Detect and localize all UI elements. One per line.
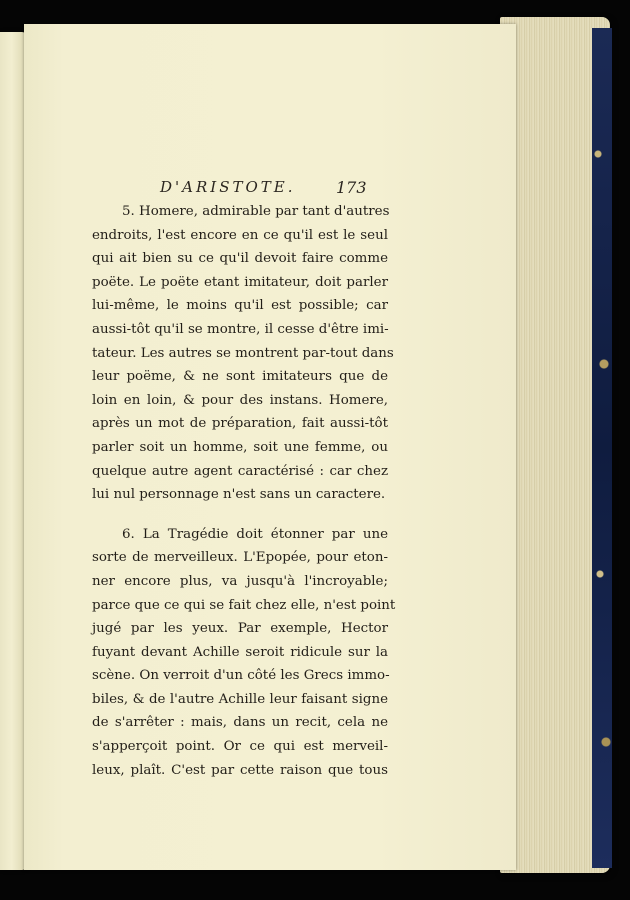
text-line: leur poëme, & ne sont imitateurs que de [92, 369, 388, 385]
page-number: 173 [336, 178, 367, 197]
text-line: poëte. Le poëte etant imitateur, doit parler [92, 274, 388, 290]
body-text [92, 200, 396, 782]
paragraph-5 [92, 200, 394, 507]
paragraph-6 [92, 523, 396, 783]
text-line: s'apperçoit point. Or ce qui est merveil- [92, 739, 388, 755]
text-line: parler soit un homme, soit une femme, ou [92, 439, 388, 455]
marbled-cover-edge [590, 28, 612, 868]
text-line: biles, & de l'autre Achille leur faisant signe [92, 691, 388, 707]
text-line: qui ait bien su ce qu'il devoit faire comme [92, 251, 388, 267]
text-line: après un mot de préparation, fait aussi-tôt [92, 416, 388, 432]
text-line: de s'arrêter : mais, dans un recit, cela ne [92, 715, 388, 731]
running-title: D'ARISTOTE. [160, 178, 296, 196]
text-line: quelque autre agent caractérisé : car chez [92, 463, 388, 479]
text-line: tateur. Les autres se montrent par-tout dans [92, 345, 394, 361]
book-page [24, 24, 516, 870]
text-line: endroits, l'est encore en ce qu'il est le seul [92, 227, 388, 243]
text-line: leux, plaît. C'est par cette raison que tous [92, 762, 388, 778]
text-line: 6. La Tragédie doit étonner par une [122, 526, 388, 542]
text-line: lui nul personnage n'est sans un caractere. [92, 487, 386, 503]
text-line: ner encore plus, va jusqu'à l'incroyable; [92, 573, 388, 589]
text-line: loin en loin, & pour des instans. Homere, [92, 392, 388, 408]
text-line: scène. On verroit d'un côté les Grecs immo- [92, 668, 390, 684]
text-line: sorte de merveilleux. L'Epopée, pour eton- [92, 550, 388, 566]
text-line: parce que ce qui se fait chez elle, n'est point [92, 597, 396, 613]
text-line: fuyant devant Achille seroit ridicule sur la [92, 644, 388, 660]
text-line: aussi-tôt qu'il se montre, il cesse d'être imi- [92, 321, 389, 337]
text-line: 5. Homere, admirable par tant d'autres [122, 204, 390, 219]
left-page-edge [0, 32, 26, 870]
text-line: jugé par les yeux. Par exemple, Hector [92, 621, 388, 637]
text-line: lui-même, le moins qu'il est possible; car [92, 298, 388, 314]
